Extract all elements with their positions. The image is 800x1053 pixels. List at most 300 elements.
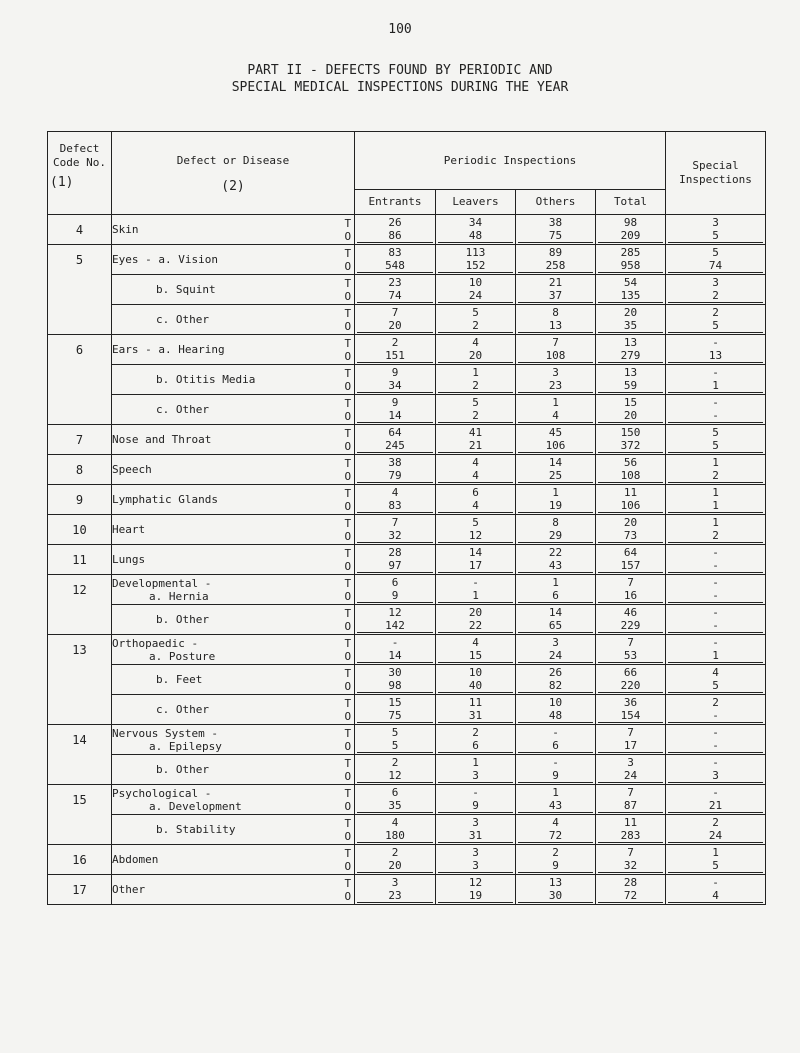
type-o: O [344,739,352,753]
value-t: 41 [468,426,483,439]
cell-leavers [436,485,516,515]
value-t: 45 [548,426,563,439]
cell-entrants [355,665,436,695]
value-t: 11 [623,816,638,829]
defect-name [112,755,342,785]
defect-name-line: b. Squint [156,283,216,296]
cell-others [516,635,596,665]
cell-special [666,485,766,515]
value-t: 36 [623,696,638,709]
defect-code: 5 [48,245,112,335]
cell-leavers [436,455,516,485]
defect-name-line: Eyes - a. Vision [112,253,218,266]
value-t: 2 [712,306,719,319]
value-o: 13 [668,349,763,363]
value-o: 2 [668,529,763,543]
value-o: 73 [598,529,663,543]
row-type-label [342,245,355,275]
defects-table [47,131,766,905]
cell-entrants [355,485,436,515]
value-o: 6 [438,739,513,753]
cell-special [666,605,766,635]
value-t: 26 [388,216,402,229]
cell-special [666,275,766,305]
value-o: 17 [438,559,513,573]
header-code: Defect Code No. (1) [48,132,112,215]
cell-special [666,725,766,755]
defect-name-line: Nervous System - [112,726,218,740]
defect-name-line: b. Other [156,613,209,626]
table-row [48,515,766,545]
cell-total [596,785,666,815]
cell-entrants [355,365,436,395]
type-o: O [344,319,352,333]
defect-name [112,215,342,245]
cell-others [516,695,596,725]
header-others: Others [516,190,596,215]
cell-special [666,215,766,245]
defect-name [112,425,342,455]
value-o: 106 [598,499,663,513]
defect-name-line-2: a. Development [149,799,242,813]
cell-others [516,245,596,275]
cell-total [596,515,666,545]
cell-others [516,485,596,515]
defect-name [112,545,342,575]
value-t: 21 [548,276,563,289]
cell-total [596,455,666,485]
table-row [48,635,766,665]
cell-leavers [436,575,516,605]
value-o: 75 [357,709,433,723]
cell-leavers [436,275,516,305]
defect-code: 4 [48,215,112,245]
value-o: 72 [598,889,663,903]
defect-name-line: b. Feet [156,673,203,686]
value-t: 30 [388,666,402,679]
type-o: O [344,889,352,903]
value-o: 9 [518,859,593,873]
row-type-label [342,425,355,455]
value-o: 20 [598,409,663,423]
cell-others [516,665,596,695]
value-t: 20 [623,306,638,319]
value-o: 279 [598,349,663,363]
cell-total [596,815,666,845]
cell-others [516,335,596,365]
cell-entrants [355,845,436,875]
type-t: T [344,306,352,320]
table-row [48,815,766,845]
value-o: 4 [668,889,763,903]
value-o: 32 [598,859,663,873]
cell-special [666,665,766,695]
value-t: 83 [388,246,402,259]
value-o: 6 [518,589,593,603]
value-t: 10 [468,666,483,679]
row-type-label [342,785,355,815]
table-row [48,425,766,455]
defect-name-line: Other [112,883,146,896]
row-type-label [342,755,355,785]
cell-entrants [355,515,436,545]
value-o: 2 [668,289,763,303]
row-type-label [342,305,355,335]
value-o: 283 [598,829,663,843]
value-t: 22 [548,546,563,559]
value-t: 4 [391,486,399,499]
value-t: 7 [627,576,634,589]
value-o: 48 [518,709,593,723]
defect-name-line: Lungs [112,553,146,566]
value-t: 7 [627,846,634,859]
defect-name-line: Lymphatic Glands [112,493,218,506]
value-o: - [668,589,763,603]
table-row [48,395,766,425]
value-o: 59 [598,379,663,393]
value-o: - [668,409,763,423]
cell-others [516,545,596,575]
cell-entrants [355,815,436,845]
defect-code: 8 [48,455,112,485]
value-o: 108 [598,469,663,483]
cell-others [516,815,596,845]
value-t: 5 [391,726,399,739]
header-periodic: Periodic Inspections [355,132,666,190]
defect-name-line: c. Other [156,313,209,326]
row-type-label [342,545,355,575]
value-o: 6 [518,739,593,753]
cell-entrants [355,695,436,725]
value-o: 23 [518,379,593,393]
value-t: 2 [552,846,559,859]
type-t: T [344,636,352,650]
value-o: 180 [357,829,433,843]
value-o: 135 [598,289,663,303]
value-o: 35 [598,319,663,333]
value-t: 7 [391,306,399,319]
value-o: 87 [598,799,663,813]
value-o: 9 [438,799,513,813]
cell-total [596,395,666,425]
value-o: 12 [438,529,513,543]
value-o: 3 [668,769,763,783]
table-row [48,725,766,755]
cell-others [516,425,596,455]
value-o: 79 [357,469,433,483]
value-t: 7 [627,726,634,739]
cell-leavers [436,695,516,725]
value-o: 24 [518,649,593,663]
defect-name-line: Developmental - [112,576,212,590]
type-o: O [344,769,352,783]
cell-total [596,695,666,725]
value-t: 9 [391,366,399,379]
value-o: 5 [668,439,763,453]
table-row [48,305,766,335]
value-t: 2 [391,756,399,769]
value-o: 2 [668,469,763,483]
type-t: T [344,336,352,350]
value-t: 8 [552,516,559,529]
type-o: O [344,469,352,483]
value-t: 15 [388,696,402,709]
cell-others [516,845,596,875]
value-t: 3 [391,876,399,889]
cell-leavers [436,815,516,845]
cell-total [596,665,666,695]
cell-special [666,365,766,395]
value-t: 7 [552,336,559,349]
cell-special [666,245,766,275]
table-row [48,845,766,875]
type-o: O [344,799,352,813]
cell-entrants [355,455,436,485]
value-o: 65 [518,619,593,633]
defect-name [112,485,342,515]
cell-others [516,875,596,905]
type-t: T [344,756,352,770]
value-t: 64 [388,426,402,439]
defect-name-line: b. Other [156,763,209,776]
value-t: - [552,756,559,769]
cell-leavers [436,215,516,245]
value-o: 1 [668,499,763,513]
value-o: 5 [668,319,763,333]
value-o: 108 [518,349,593,363]
value-o: 220 [598,679,663,693]
cell-leavers [436,785,516,815]
table-row [48,575,766,605]
value-t: 2 [712,816,719,829]
type-o: O [344,619,352,633]
type-o: O [344,229,352,243]
defect-name [112,695,342,725]
value-o: - [668,709,763,723]
row-type-label [342,635,355,665]
defect-name-line: c. Other [156,403,209,416]
cell-others [516,575,596,605]
cell-special [666,695,766,725]
type-t: T [344,606,352,620]
value-t: 1 [712,516,719,529]
type-o: O [344,589,352,603]
cell-others [516,755,596,785]
header-special: Special Inspections [666,132,766,215]
cell-others [516,515,596,545]
value-o: 34 [357,379,433,393]
value-t: 13 [548,876,563,889]
value-o: 14 [357,409,433,423]
defect-code: 7 [48,425,112,455]
header-disease: Defect or Disease (2) [112,132,355,215]
value-o: 20 [438,349,513,363]
value-t: 15 [623,396,638,409]
type-t: T [344,696,352,710]
value-o: 21 [438,439,513,453]
value-t: 11 [623,486,638,499]
value-t: 1 [472,366,479,379]
type-t: T [344,876,352,890]
cell-others [516,455,596,485]
type-o: O [344,529,352,543]
value-t: 89 [548,246,563,259]
cell-total [596,215,666,245]
value-o: 21 [668,799,763,813]
title-line-2: SPECIAL MEDICAL INSPECTIONS DURING THE YEAR [231,80,569,95]
value-t: - [712,546,719,559]
table-row [48,785,766,815]
type-t: T [344,846,352,860]
value-o: 43 [518,799,593,813]
value-t: 23 [388,276,402,289]
cell-special [666,875,766,905]
row-type-label [342,455,355,485]
cell-entrants [355,245,436,275]
defects-body [48,215,766,905]
defect-code: 17 [48,875,112,905]
value-t: 150 [620,426,641,439]
value-t: - [712,396,719,409]
value-o: 31 [438,709,513,723]
value-o: 5 [668,679,763,693]
defect-name [112,785,342,815]
cell-total [596,725,666,755]
value-o: 209 [598,229,663,243]
type-o: O [344,649,352,663]
cell-leavers [436,245,516,275]
value-t: 20 [468,606,483,619]
defect-code: 10 [48,515,112,545]
cell-leavers [436,545,516,575]
defect-name-line-2: a. Epilepsy [149,739,222,753]
value-t: 5 [472,306,479,319]
value-o: 24 [668,829,763,843]
row-type-label [342,815,355,845]
value-o: 31 [438,829,513,843]
value-t: 38 [388,456,402,469]
type-t: T [344,396,352,410]
cell-others [516,395,596,425]
value-o: 1 [668,649,763,663]
cell-special [666,425,766,455]
table-row [48,755,766,785]
cell-total [596,605,666,635]
value-t: 13 [623,366,638,379]
cell-entrants [355,755,436,785]
value-t: 4 [391,816,399,829]
cell-leavers [436,515,516,545]
cell-leavers [436,305,516,335]
cell-others [516,605,596,635]
value-o: 40 [438,679,513,693]
table-row [48,245,766,275]
value-o: 372 [598,439,663,453]
value-o: 16 [598,589,663,603]
value-t: 4 [472,456,479,469]
cell-total [596,245,666,275]
value-o: 5 [357,739,433,753]
value-o: 142 [357,619,433,633]
value-t: 38 [548,216,563,229]
defect-name-line: Ears - a. Hearing [112,343,225,356]
value-o: 152 [438,259,513,273]
table-row [48,605,766,635]
value-t: 2 [472,726,479,739]
table-row [48,875,766,905]
defect-code: 12 [48,575,112,635]
cell-special [666,755,766,785]
table-row [48,665,766,695]
value-t: 6 [391,576,399,589]
value-t: 7 [391,516,399,529]
value-o: 24 [598,769,663,783]
value-t: 14 [548,456,563,469]
value-t: 6 [472,486,479,499]
defect-name-line: Skin [112,223,139,236]
defect-code: 14 [48,725,112,785]
cell-total [596,635,666,665]
value-t: 20 [623,516,638,529]
defect-name-line: Heart [112,523,146,536]
row-type-label [342,515,355,545]
value-t: - [712,876,719,889]
value-o: 19 [438,889,513,903]
value-o: 97 [357,559,433,573]
value-o: 29 [518,529,593,543]
value-o: 2 [438,379,513,393]
cell-entrants [355,545,436,575]
value-o: 548 [357,259,433,273]
value-t: - [472,576,479,589]
value-t: 14 [548,606,563,619]
value-t: 3 [627,756,634,769]
value-o: - [668,739,763,753]
value-t: 10 [468,276,483,289]
cell-others [516,215,596,245]
value-t: - [712,606,719,619]
cell-total [596,755,666,785]
type-t: T [344,816,352,830]
defect-code: 6 [48,335,112,425]
defect-code: 13 [48,635,112,725]
cell-leavers [436,425,516,455]
value-t: 12 [468,876,483,889]
cell-total [596,365,666,395]
row-type-label [342,485,355,515]
value-o: 19 [518,499,593,513]
header-entrants: Entrants [355,190,436,215]
value-o: 30 [518,889,593,903]
table-row [48,215,766,245]
row-type-label [342,845,355,875]
value-o: 32 [357,529,433,543]
value-t: 1 [712,486,719,499]
value-t: 5 [712,246,719,259]
type-o: O [344,409,352,423]
value-o: 2 [438,319,513,333]
defect-name [112,395,342,425]
type-o: O [344,379,352,393]
value-o: 43 [518,559,593,573]
value-t: 3 [552,636,559,649]
value-o: 4 [438,469,513,483]
value-o: 157 [598,559,663,573]
type-t: T [344,426,352,440]
defect-code: 15 [48,785,112,845]
value-t: 1 [712,456,719,469]
value-t: 6 [391,786,399,799]
